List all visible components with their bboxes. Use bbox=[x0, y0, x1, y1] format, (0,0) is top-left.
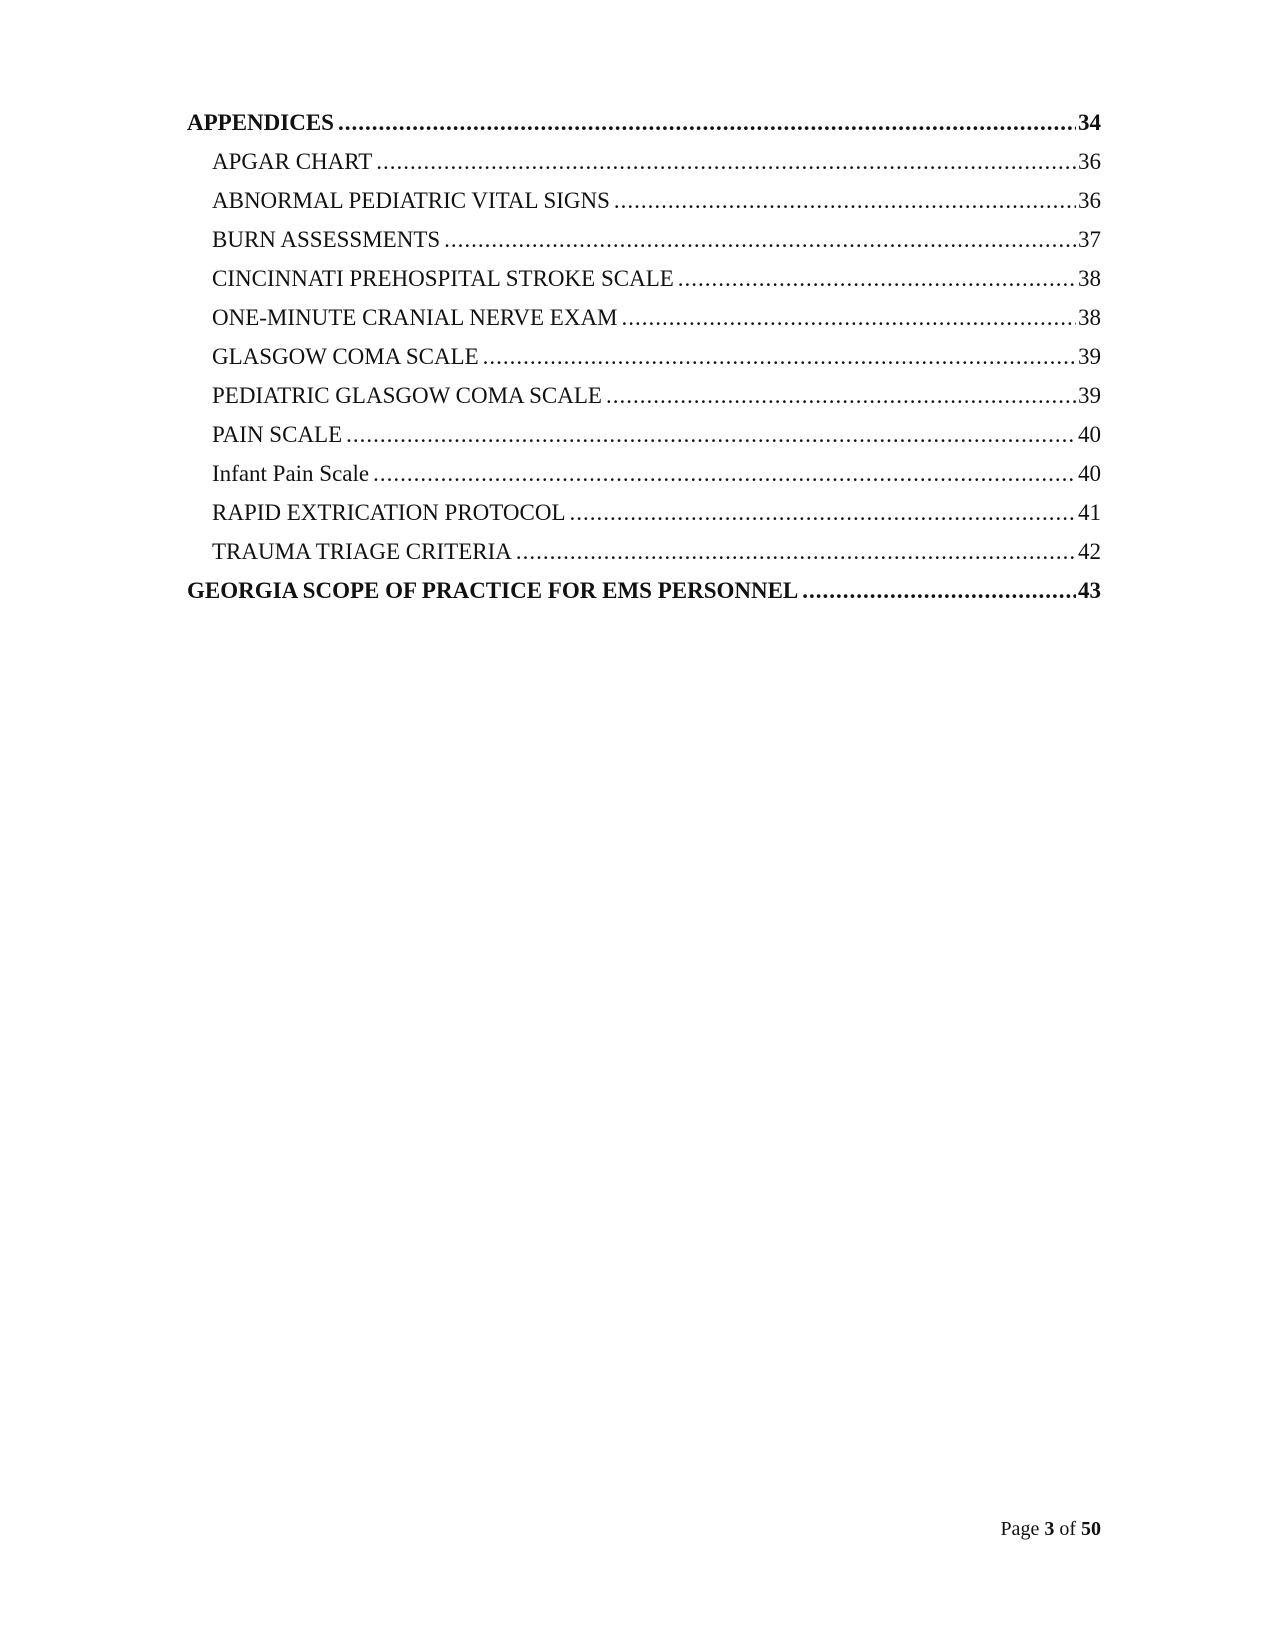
toc-entry-title: ABNORMAL PEDIATRIC VITAL SIGNS bbox=[212, 188, 610, 213]
toc-entry-pain-scale[interactable] bbox=[187, 415, 1101, 454]
toc-entry-infant-pain-scale[interactable] bbox=[187, 454, 1101, 493]
toc-entry-pediatric-glasgow-coma-scale[interactable] bbox=[187, 376, 1101, 415]
toc-entry-page: 39 bbox=[1078, 383, 1101, 408]
toc-entry-page: 43 bbox=[1078, 578, 1101, 603]
dot-leader bbox=[373, 454, 1076, 493]
dot-leader bbox=[376, 142, 1076, 181]
toc-entry-page: 39 bbox=[1078, 344, 1101, 369]
toc-entry-cincinnati-prehospital-stroke-scale[interactable] bbox=[187, 259, 1101, 298]
dot-leader bbox=[802, 571, 1076, 610]
page-word: Page bbox=[1000, 1518, 1040, 1540]
toc-entry-title: TRAUMA TRIAGE CRITERIA bbox=[212, 539, 512, 564]
toc-entry-glasgow-coma-scale[interactable] bbox=[187, 337, 1101, 376]
toc-entry-rapid-extrication-protocol[interactable] bbox=[187, 493, 1101, 532]
dot-leader bbox=[444, 220, 1076, 259]
toc-entry-title: GEORGIA SCOPE OF PRACTICE FOR EMS PERSONNEL bbox=[187, 578, 799, 603]
page-number-footer bbox=[1000, 1517, 1101, 1541]
dot-leader bbox=[678, 259, 1076, 298]
toc-entry-page: 40 bbox=[1078, 461, 1101, 486]
toc-entry-page: 40 bbox=[1078, 422, 1101, 447]
toc-entry-title: APPENDICES bbox=[187, 110, 334, 135]
toc-entry-title: CINCINNATI PREHOSPITAL STROKE SCALE bbox=[212, 266, 674, 291]
dot-leader bbox=[483, 337, 1076, 376]
toc-entry-title: APGAR CHART bbox=[212, 149, 373, 174]
toc-entry-page: 38 bbox=[1078, 266, 1101, 291]
toc-entry-title: GLASGOW COMA SCALE bbox=[212, 344, 479, 369]
dot-leader bbox=[606, 376, 1076, 415]
toc-entry-burn-assessments[interactable] bbox=[187, 220, 1101, 259]
toc-entry-page: 34 bbox=[1078, 110, 1101, 135]
toc-entry-one-minute-cranial-nerve-exam[interactable] bbox=[187, 298, 1101, 337]
dot-leader bbox=[622, 298, 1076, 337]
toc-entry-title: BURN ASSESSMENTS bbox=[212, 227, 441, 252]
toc-entry-title: ONE-MINUTE CRANIAL NERVE EXAM bbox=[212, 305, 618, 330]
toc-entry-page: 41 bbox=[1078, 500, 1101, 525]
dot-leader bbox=[346, 415, 1076, 454]
toc-entry-abnormal-pediatric-vital-signs[interactable] bbox=[187, 181, 1101, 220]
toc-entry-page: 38 bbox=[1078, 305, 1101, 330]
toc-entry-trauma-triage-criteria[interactable] bbox=[187, 532, 1101, 571]
toc-entry-apgar-chart[interactable] bbox=[187, 142, 1101, 181]
toc-entry-title: PAIN SCALE bbox=[212, 422, 343, 447]
table-of-contents bbox=[187, 103, 1101, 610]
dot-leader bbox=[614, 181, 1076, 220]
toc-entry-title: Infant Pain Scale bbox=[212, 461, 370, 486]
toc-entry-page: 37 bbox=[1078, 227, 1101, 252]
of-word: of bbox=[1059, 1518, 1076, 1540]
dot-leader bbox=[516, 532, 1076, 571]
toc-entry-page: 36 bbox=[1078, 188, 1101, 213]
dot-leader bbox=[338, 103, 1076, 142]
toc-entry-appendices[interactable] bbox=[187, 103, 1101, 142]
dot-leader bbox=[570, 493, 1076, 532]
toc-entry-page: 42 bbox=[1078, 539, 1101, 564]
total-pages-number: 50 bbox=[1081, 1518, 1101, 1540]
toc-entry-georgia-scope-of-practice[interactable] bbox=[187, 571, 1101, 610]
current-page-number: 3 bbox=[1044, 1518, 1055, 1540]
toc-entry-title: RAPID EXTRICATION PROTOCOL bbox=[212, 500, 566, 525]
toc-entry-page: 36 bbox=[1078, 149, 1101, 174]
toc-entry-title: PEDIATRIC GLASGOW COMA SCALE bbox=[212, 383, 602, 408]
